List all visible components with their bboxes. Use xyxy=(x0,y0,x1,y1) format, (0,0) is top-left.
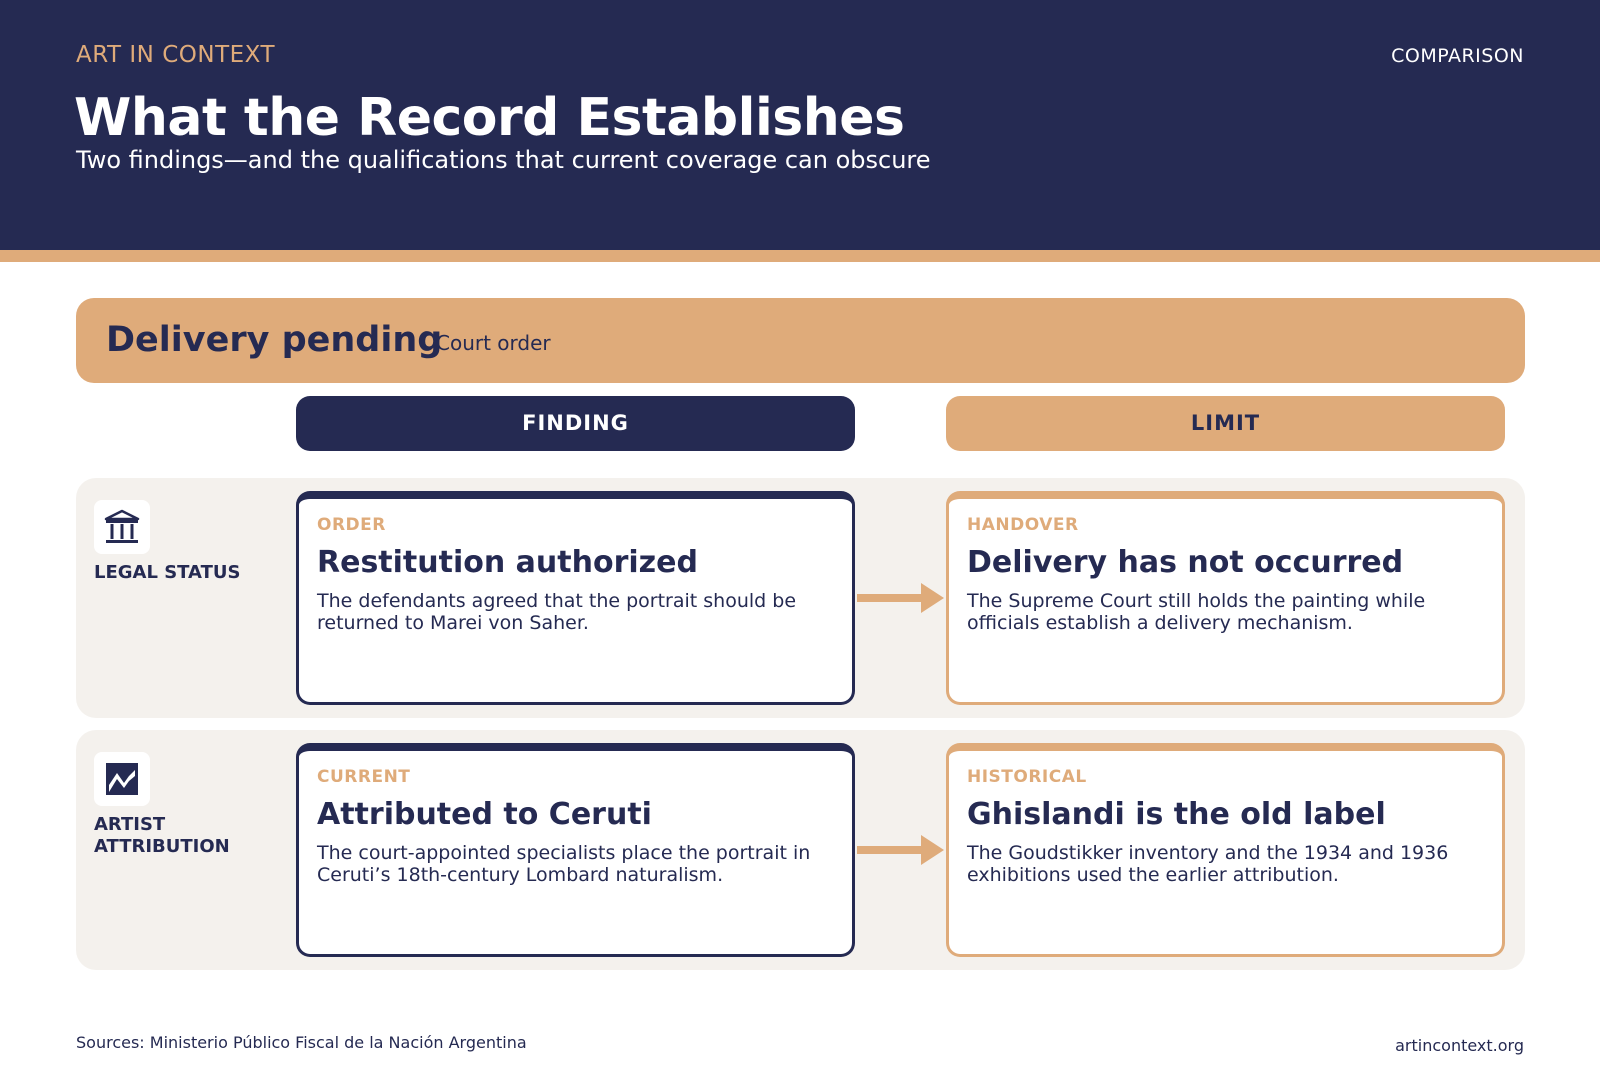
card-title: Ghislandi is the old label xyxy=(967,797,1386,832)
card-eyebrow: ORDER xyxy=(317,515,386,535)
limit-card xyxy=(946,491,1505,705)
card-title: Restitution authorized xyxy=(317,545,698,580)
card-eyebrow: CURRENT xyxy=(317,767,411,787)
picture-icon xyxy=(94,752,150,806)
page-title: What the Record Establishes xyxy=(74,88,905,148)
arrow-right-icon xyxy=(857,832,946,868)
header-accent-stripe xyxy=(0,250,1600,262)
card-body: The Goudstikker inventory and the 1934 and 1936 exhibitions used the earlier attribution. xyxy=(967,842,1449,886)
header xyxy=(0,0,1600,250)
card-title: Delivery has not occurred xyxy=(967,545,1404,580)
card-body: The court-appointed specialists place the portrait in Ceruti’s 18th-century Lombard naturalism. xyxy=(317,842,811,886)
status-banner-title: Delivery pending xyxy=(106,320,443,360)
card-eyebrow: HANDOVER xyxy=(967,515,1079,535)
category-tag: COMPARISON xyxy=(1391,45,1524,67)
finding-card xyxy=(296,491,855,705)
sources-note: Sources: Ministerio Público Fiscal de la Nación Argentina xyxy=(76,1033,527,1052)
limit-card xyxy=(946,743,1505,957)
institution-icon xyxy=(94,500,150,554)
finding-card xyxy=(296,743,855,957)
comparison-row-artist-attribution xyxy=(76,730,1525,970)
site-link[interactable]: artincontext.org xyxy=(1395,1036,1524,1055)
card-body: The Supreme Court still holds the painting while officials establish a delivery mechanism. xyxy=(967,590,1426,634)
arrow-right-icon xyxy=(857,580,946,616)
column-header-limit: LIMIT xyxy=(946,396,1505,451)
column-header-finding: FINDING xyxy=(296,396,855,451)
publication-kicker: ART IN CONTEXT xyxy=(76,42,276,68)
comparison-row-legal-status xyxy=(76,478,1525,718)
card-body: The defendants agreed that the portrait should be returned to Marei von Saher. xyxy=(317,590,797,634)
card-title: Attributed to Ceruti xyxy=(317,797,652,832)
card-eyebrow: HISTORICAL xyxy=(967,767,1087,787)
row-label: LEGAL STATUS xyxy=(94,562,241,583)
status-banner xyxy=(76,298,1525,383)
status-banner-note: Court order xyxy=(436,331,551,355)
row-label: ARTIST ATTRIBUTION xyxy=(94,814,230,857)
page-subtitle: Two findings—and the qualifications that current coverage can obscure xyxy=(76,146,931,174)
